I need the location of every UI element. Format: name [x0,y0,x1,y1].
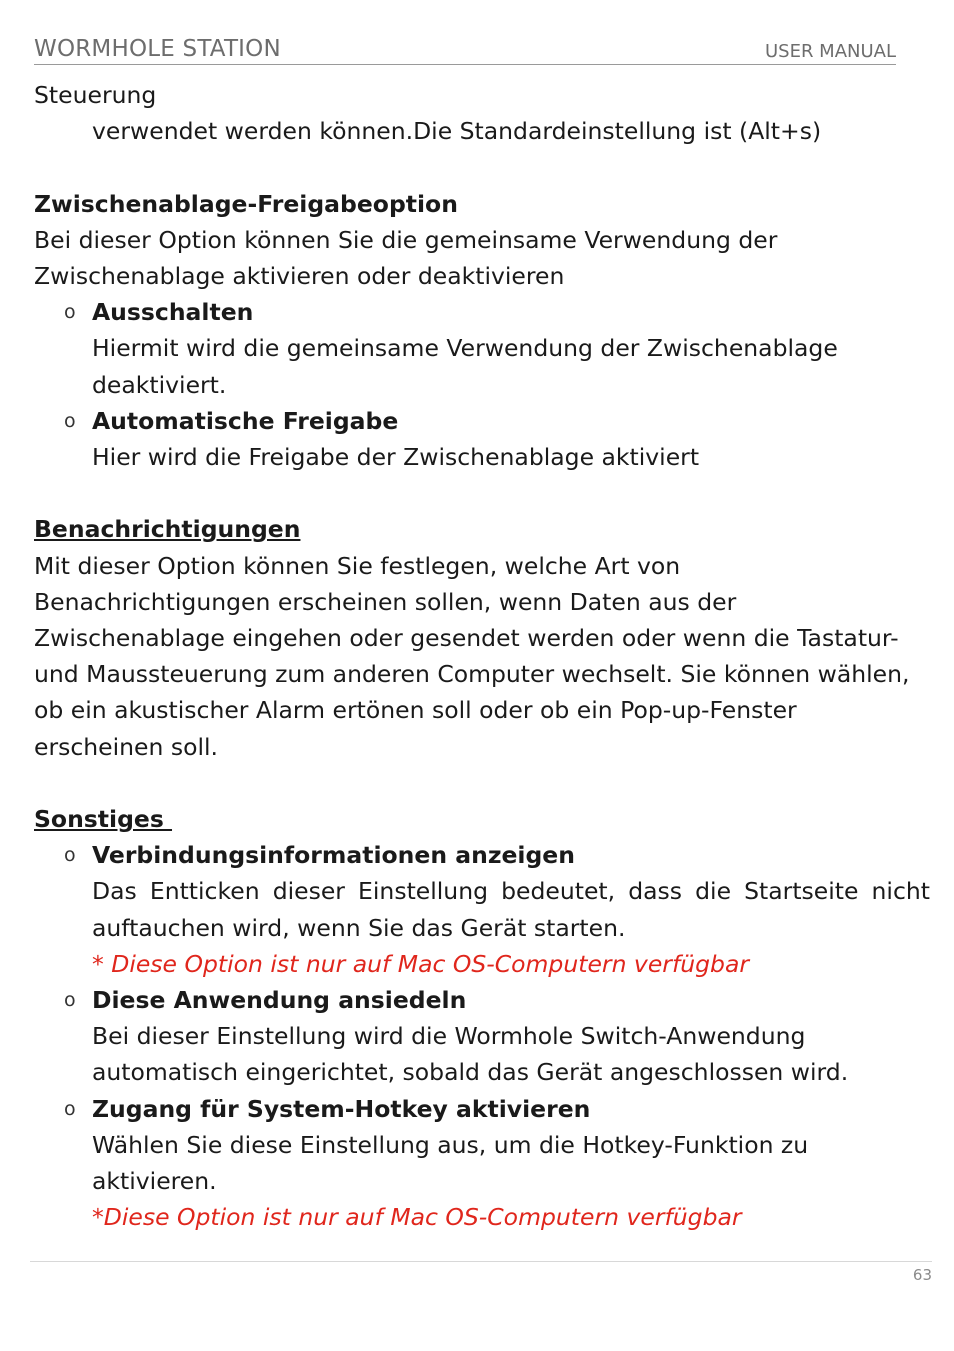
page-header [34,34,896,65]
document-body [34,77,930,1235]
clipboard-heading: Zwischenablage-Freigabeoption [34,189,458,218]
option-title: Diese Anwendung ansiedeln [92,986,467,1015]
list-item [34,294,930,403]
header-manual-label: USER MANUAL [764,41,896,62]
clipboard-description: Bei dieser Option können Sie die gemeinsame Verwendung der Zwischenablage aktivieren oder deaktivieren [34,225,778,290]
list-item [34,1091,930,1236]
option-title: Automatische Freigabe [92,406,399,435]
footer-divider [30,1261,932,1262]
option-title: Verbindungsinformationen anzeigen [92,841,575,870]
intro-label: Steuerung [34,81,157,109]
intro-continuation: verwendet werden können.Die Standardeinstellung ist (Alt+s) [92,117,822,146]
misc-heading: Sonstiges [34,805,173,834]
page-number: 63 [912,1266,932,1284]
mac-only-note: * Diese Option ist nur auf Mac OS-Computern verfügbar [92,949,750,978]
bullet-icon: o [64,301,76,324]
option-description: Hier wird die Freigabe der Zwischenablage aktiviert [92,443,700,472]
option-description: Das Entticken dieser Einstellung bedeutet, dass die Startseite nicht auftauchen wird, wenn Sie das Gerät starten. [92,877,930,942]
option-title: Ausschalten [92,298,254,327]
list-item [34,837,930,982]
header-title: WORMHOLE STATION [34,36,281,62]
bullet-icon: o [64,1097,76,1120]
option-description: Hiermit wird die gemeinsame Verwendung der Zwischenablage deaktiviert. [92,334,838,399]
bullet-icon: o [64,409,76,432]
option-description: Wählen Sie diese Einstellung aus, um die Hotkey-Funktion zu aktivieren. [92,1130,809,1196]
option-description: Bei dieser Einstellung wird die Wormhole Switch-Anwendung automatisch eingerichtet, sobald das Gerät angeschlossen wird. [92,1022,849,1087]
notifications-description: Mit dieser Option können Sie festlegen, welche Art von Benachrichtigungen erscheinen sollen, wenn Daten aus der Zwischenablage eingehen oder gesendet werden oder wenn die Tastatur- und Maussteuerung zum anderen Computer wechselt. Sie können wählen, ob ein akustischer Alarm ertönen soll oder ob ein Pop-up-Fenster erscheinen soll. [34,551,910,761]
option-title: Zugang für System-Hotkey aktivieren [92,1094,591,1123]
bullet-icon: o [64,989,76,1012]
list-item [34,982,930,1091]
list-item [34,403,930,475]
notifications-heading: Benachrichtigungen [34,515,301,544]
mac-only-note: *Diese Option ist nur auf Mac OS-Computern verfügbar [92,1203,742,1232]
bullet-icon: o [64,844,76,867]
